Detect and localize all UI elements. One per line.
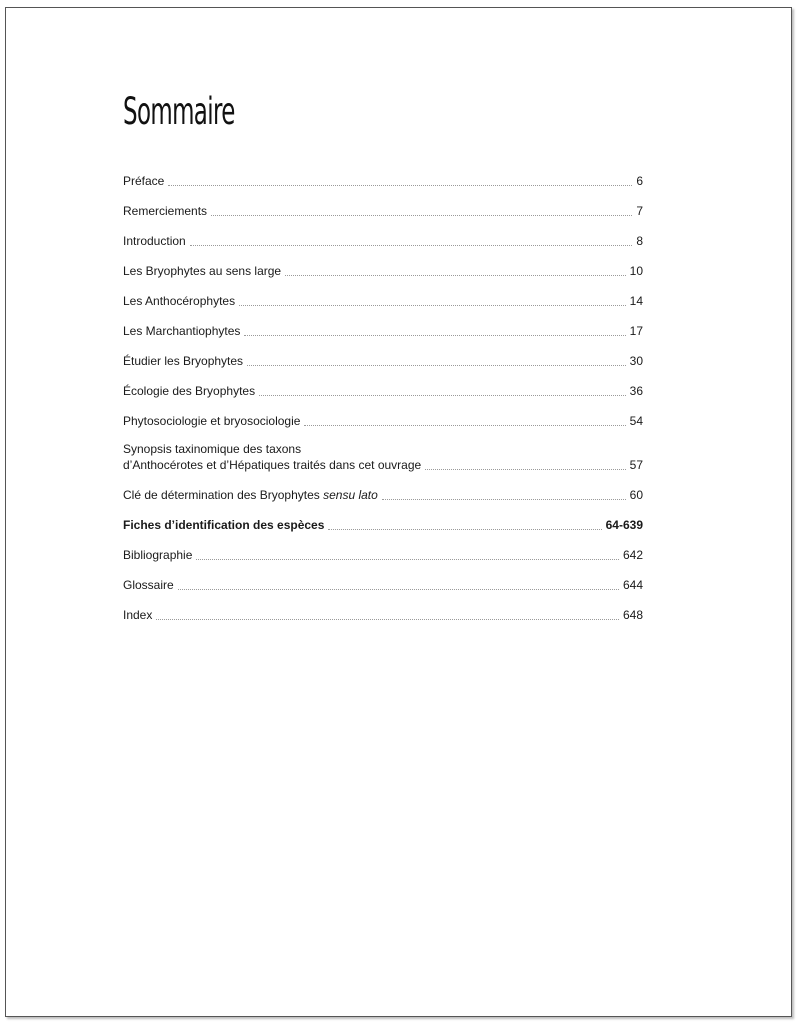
toc-entry-page: 6 bbox=[636, 174, 643, 188]
toc-entry-label: Bibliographie bbox=[123, 548, 193, 562]
dot-leader bbox=[178, 588, 619, 590]
toc-entry-etudier-bryophytes[interactable] bbox=[123, 344, 643, 374]
toc-entry-page: 644 bbox=[622, 578, 643, 592]
toc-entry-label: Remerciements bbox=[123, 204, 208, 218]
toc-entry-bibliographie[interactable] bbox=[123, 538, 643, 568]
toc-entry-page: 648 bbox=[622, 608, 643, 622]
toc-entry-glossaire[interactable] bbox=[123, 568, 643, 598]
toc-entry-synopsis[interactable] bbox=[123, 434, 643, 478]
toc-entry-fiches-identification[interactable] bbox=[123, 508, 643, 538]
toc-entry-page: 7 bbox=[636, 204, 643, 218]
toc-entry-label: Phytosociologie et bryosociologie bbox=[123, 414, 301, 428]
toc-entry-cle-determination[interactable] bbox=[123, 478, 643, 508]
dot-leader bbox=[247, 364, 626, 366]
toc-entry-page: 14 bbox=[629, 294, 643, 308]
toc-entry-label: Introduction bbox=[123, 234, 186, 248]
toc-entry-label bbox=[123, 487, 378, 503]
dot-leader bbox=[168, 184, 632, 186]
dot-leader bbox=[285, 274, 626, 276]
toc-entry-marchantiophytes[interactable] bbox=[123, 314, 643, 344]
toc-entry-label: Écologie des Bryophytes bbox=[123, 384, 256, 398]
toc-entry-page: 64-639 bbox=[605, 518, 643, 532]
dot-leader bbox=[244, 334, 625, 336]
toc-entry-index[interactable] bbox=[123, 598, 643, 628]
toc-entry-page: 8 bbox=[636, 234, 643, 248]
toc-entry-label: Les Anthocérophytes bbox=[123, 294, 236, 308]
dot-leader bbox=[328, 528, 601, 530]
toc-entry-anthocerophytes[interactable] bbox=[123, 284, 643, 314]
toc-entry-page: 642 bbox=[622, 548, 643, 562]
dot-leader bbox=[211, 214, 632, 216]
toc-entry-label: Préface bbox=[123, 174, 165, 188]
toc-entry-ecologie-bryophytes[interactable] bbox=[123, 374, 643, 404]
dot-leader bbox=[259, 394, 626, 396]
toc-entry-label-italic: sensu lato bbox=[323, 488, 378, 502]
toc-entry-label-line1: Synopsis taxinomique des taxons bbox=[123, 442, 302, 456]
toc-entry-introduction[interactable] bbox=[123, 224, 643, 254]
dot-leader bbox=[382, 498, 626, 500]
table-of-contents bbox=[123, 164, 643, 628]
toc-entry-page: 36 bbox=[629, 384, 643, 398]
toc-entry-page: 30 bbox=[629, 354, 643, 368]
toc-entry-page: 10 bbox=[629, 264, 643, 278]
toc-entry-label: Index bbox=[123, 608, 153, 622]
toc-entry-label: Les Marchantiophytes bbox=[123, 324, 241, 338]
toc-entry-label-line2: d’Anthocérotes et d’Hépatiques traités dans cet ouvrage bbox=[123, 458, 422, 472]
toc-entry-remerciements[interactable] bbox=[123, 194, 643, 224]
toc-entry-label-prefix: Clé de détermination des Bryophytes bbox=[123, 488, 324, 502]
dot-leader bbox=[190, 244, 633, 246]
dot-leader bbox=[196, 558, 619, 560]
toc-entry-bryophytes-sens-large[interactable] bbox=[123, 254, 643, 284]
toc-entry-label bbox=[123, 441, 421, 473]
dot-leader bbox=[156, 618, 619, 620]
dot-leader bbox=[425, 468, 625, 470]
toc-entry-page: 54 bbox=[629, 414, 643, 428]
toc-entry-page: 57 bbox=[629, 458, 643, 472]
toc-entry-preface[interactable] bbox=[123, 164, 643, 194]
toc-entry-phytosociologie[interactable] bbox=[123, 404, 643, 434]
toc-entry-page: 60 bbox=[629, 488, 643, 502]
page-title: Sommaire bbox=[123, 90, 235, 133]
page-frame bbox=[5, 7, 792, 1017]
toc-entry-label: Glossaire bbox=[123, 578, 174, 592]
toc-entry-page: 17 bbox=[629, 324, 643, 338]
toc-entry-label: Fiches d’identification des espèces bbox=[123, 518, 325, 532]
toc-entry-label: Les Bryophytes au sens large bbox=[123, 264, 282, 278]
dot-leader bbox=[304, 424, 625, 426]
dot-leader bbox=[239, 304, 626, 306]
toc-entry-label: Étudier les Bryophytes bbox=[123, 354, 244, 368]
